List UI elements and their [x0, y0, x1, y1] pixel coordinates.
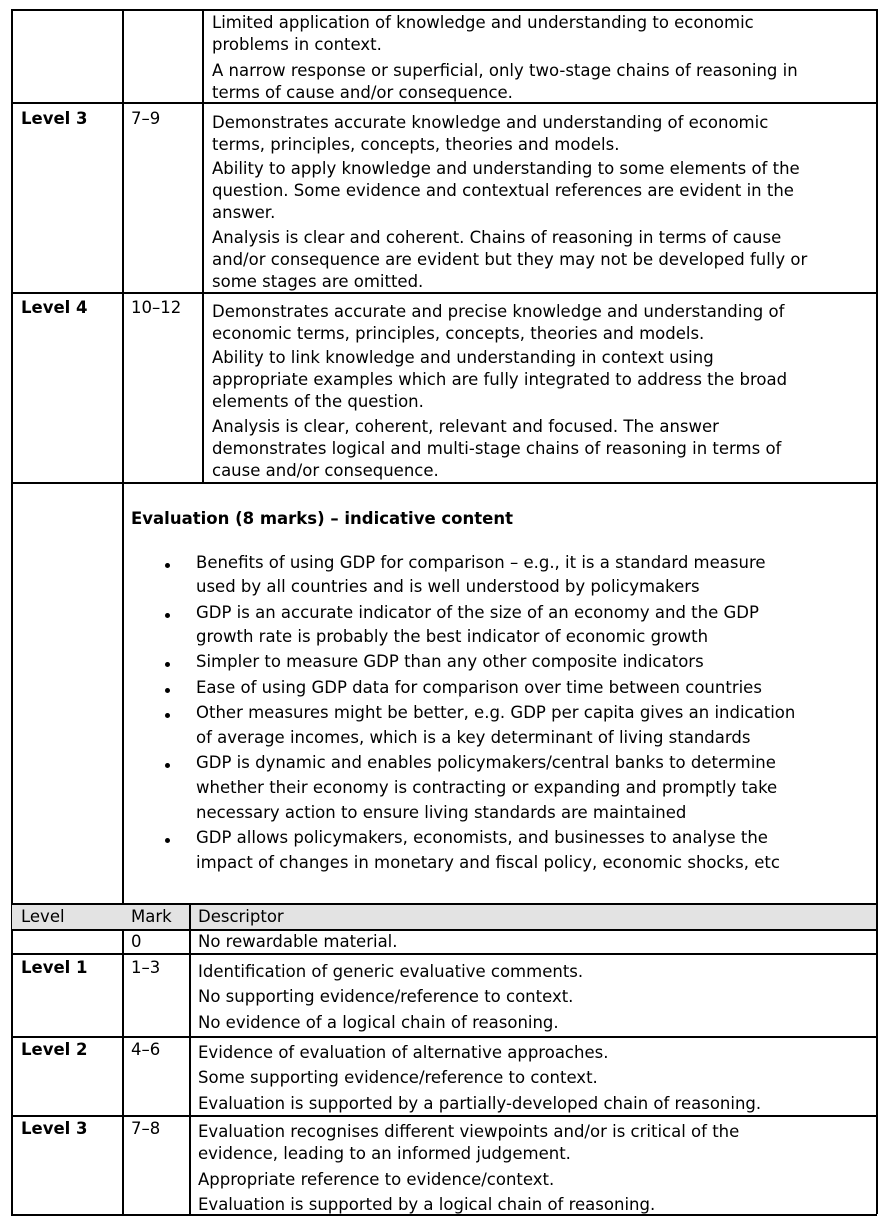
- bullet-text: Other measures might be better, e.g. GDP per capita gives an indication: [196, 703, 796, 722]
- column-header-mark: Mark: [131, 907, 172, 926]
- descriptor-line: Ability to apply knowledge and understanding to some elements of the: [212, 159, 800, 178]
- descriptor-line: Appropriate reference to evidence/context.: [198, 1170, 555, 1189]
- descriptor-line: terms, principles, concepts, theories and models.: [212, 135, 620, 154]
- bullet-text: whether their economy is contracting or expanding and promptly take: [196, 778, 778, 797]
- descriptor-line: demonstrates logical and multi-stage chains of reasoning in terms of: [212, 439, 782, 458]
- level-label: Level 4: [21, 298, 88, 317]
- level-label: Level 3: [21, 1119, 88, 1138]
- descriptor-line: No rewardable material.: [198, 932, 398, 951]
- table-border-right: [876, 9, 878, 1214]
- level-label: Level 3: [21, 109, 88, 128]
- bullet-text: growth rate is probably the best indicator of economic growth: [196, 627, 709, 646]
- row-divider: [11, 482, 877, 484]
- descriptor-line: and/or consequence are evident but they may not be developed fully or: [212, 250, 808, 269]
- descriptor-line: No evidence of a logical chain of reasoning.: [198, 1013, 559, 1032]
- descriptor-line: Evidence of evaluation of alternative approaches.: [198, 1043, 609, 1062]
- bullet-text: Ease of using GDP data for comparison over time between countries: [196, 678, 762, 697]
- row-divider: [11, 903, 877, 905]
- descriptor-line: Demonstrates accurate knowledge and understanding of economic: [212, 113, 769, 132]
- descriptor-line: some stages are omitted.: [212, 272, 424, 291]
- descriptor-line: Evaluation is supported by a partially-developed chain of reasoning.: [198, 1094, 762, 1113]
- bullet-text: used by all countries and is well understood by policymakers: [196, 577, 700, 596]
- column-header-level: Level: [21, 907, 65, 926]
- descriptor-line: question. Some evidence and contextual references are evident in the: [212, 181, 794, 200]
- descriptor-line: economic terms, principles, concepts, theories and models.: [212, 324, 705, 343]
- descriptor-line: terms of cause and/or consequence.: [212, 83, 513, 102]
- mark-range: 1–3: [131, 958, 161, 977]
- column-header-descriptor: Descriptor: [198, 907, 284, 926]
- descriptor-line: appropriate examples which are fully integrated to address the broad: [212, 370, 788, 389]
- bullet-icon: [165, 563, 170, 568]
- descriptor-line: Some supporting evidence/reference to context.: [198, 1068, 598, 1087]
- descriptor-line: Evaluation recognises different viewpoints and/or is critical of the: [198, 1122, 740, 1141]
- mark-range: 0: [131, 932, 142, 951]
- descriptor-line: Limited application of knowledge and understanding to economic: [212, 13, 754, 32]
- descriptor-line: Evaluation is supported by a logical chain of reasoning.: [198, 1195, 656, 1214]
- table-border-top: [11, 9, 877, 11]
- bullet-text: impact of changes in monetary and fiscal policy, economic shocks, etc: [196, 853, 780, 872]
- bullet-icon: [165, 838, 170, 843]
- mark-range: 4–6: [131, 1040, 161, 1059]
- bullet-text: of average incomes, which is a key determinant of living standards: [196, 728, 751, 747]
- bullet-icon: [165, 613, 170, 618]
- bullet-text: GDP is dynamic and enables policymakers/central banks to determine: [196, 753, 776, 772]
- bullet-text: Simpler to measure GDP than any other composite indicators: [196, 652, 704, 671]
- level-label: Level 1: [21, 958, 88, 977]
- descriptor-line: Analysis is clear, coherent, relevant and focused. The answer: [212, 417, 719, 436]
- row-divider: [11, 292, 877, 294]
- descriptor-line: evidence, leading to an informed judgement.: [198, 1144, 571, 1163]
- descriptor-line: Demonstrates accurate and precise knowledge and understanding of: [212, 302, 785, 321]
- bullet-icon: [165, 662, 170, 667]
- row-divider: [11, 1036, 877, 1038]
- descriptor-line: Ability to link knowledge and understanding in context using: [212, 348, 714, 367]
- level-label: Level 2: [21, 1040, 88, 1059]
- mark-range: 7–9: [131, 109, 161, 128]
- mark-range: 7–8: [131, 1119, 161, 1138]
- descriptor-line: A narrow response or superficial, only two-stage chains of reasoning in: [212, 61, 798, 80]
- bullet-text: GDP is an accurate indicator of the size of an economy and the GDP: [196, 603, 759, 622]
- descriptor-line: answer.: [212, 203, 276, 222]
- descriptor-line: problems in context.: [212, 35, 382, 54]
- descriptor-line: Identification of generic evaluative comments.: [198, 962, 584, 981]
- bullet-icon: [165, 713, 170, 718]
- bullet-icon: [165, 763, 170, 768]
- column-divider: [189, 903, 191, 1215]
- descriptor-line: elements of the question.: [212, 392, 424, 411]
- bullet-text: GDP allows policymakers, economists, and businesses to analyse the: [196, 828, 768, 847]
- bullet-icon: [165, 688, 170, 693]
- column-divider: [122, 9, 124, 1214]
- descriptor-line: Analysis is clear and coherent. Chains of reasoning in terms of cause: [212, 228, 782, 247]
- bullet-text: necessary action to ensure living standards are maintained: [196, 803, 687, 822]
- section-heading: Evaluation (8 marks) – indicative content: [131, 509, 513, 528]
- descriptor-line: cause and/or consequence.: [212, 461, 439, 480]
- mark-range: 10–12: [131, 298, 182, 317]
- descriptor-line: No supporting evidence/reference to context.: [198, 987, 574, 1006]
- column-divider: [202, 9, 204, 483]
- table-border-left: [11, 9, 13, 1214]
- bullet-text: Benefits of using GDP for comparison – e.g., it is a standard measure: [196, 553, 766, 572]
